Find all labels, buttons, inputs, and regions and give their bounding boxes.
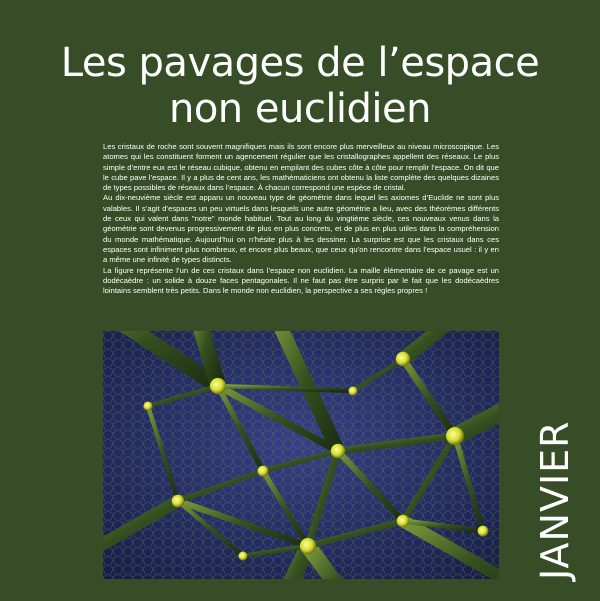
tiling-node	[210, 378, 226, 394]
title-line-2: non euclidien	[168, 86, 432, 132]
tiling-node	[396, 352, 410, 366]
tiling-node	[446, 427, 464, 445]
tiling-node	[144, 402, 153, 411]
hyperbolic-tiling-image	[103, 331, 499, 579]
tiling-node	[397, 515, 410, 528]
tiling-node	[478, 526, 489, 537]
month-label: JANVIER	[533, 420, 577, 580]
paragraph-2: Au dix-neuvième siècle est apparu un nouveau type de géométrie dans lequel les axiomes d’Euclide ne sont plus valables. Il s’agit d’espaces un peu virtuels dans lesquels une autre géométrie a lieu, avec des théorèmes différents de ceux qui valent dans "notre" monde habituel. Tout au long du vingtième siècle, ces nouveaux venus dans la géométrie sont devenus progressivement de plus en plus concrets, et de plus en plus utiles dans la compréhension du monde mathématique. Aujourd’hui on n’hésite plus à les dessiner. La surprise est que les cristaux dans ces espaces sont infiniment plus nombreux, et encore plus beaux, que ceux qu’on rencontre dans l’espace usuel : il y en a même une infinité de types distincts.	[103, 193, 499, 265]
paragraph-3: La figure représente l’un de ces cristaux dans l’espace non euclidien. La maille élémentaire de ce pavage est un dodécaèdre : un solide à douze faces pentagonales. Il ne faut pas être surpris par le fait que les dodécaèdres lointains semblent très petits. Dans le monde non euclidien, la perspective a ses règles propres !	[103, 265, 499, 296]
article-body	[103, 142, 499, 296]
tiling-node	[349, 387, 358, 396]
tiling-node	[331, 444, 345, 458]
page-title	[0, 40, 600, 132]
tiling-figure	[103, 331, 499, 579]
paragraph-1: Les cristaux de roche sont souvent magnifiques mais ils sont encore plus merveilleux au niveau microscopique. Les atomes qui les constituent forment un agencement régulier que les cristallographes appellent des réseaux. Le plus simple d’entre eux est le réseau cubique, obtenu en empilant des cubes côte à côte pour remplir l’espace. On dit que le cube pave l’espace. Il y a plus de cent ans, les mathématiciens ont obtenu la liste complète des quelques dizaines de types possibles de réseaux dans l’espace. À chacun correspond une espèce de cristal.	[103, 142, 499, 193]
tiling-node	[258, 466, 269, 477]
title-line-1: Les pavages de l’espace	[60, 40, 540, 86]
tiling-node	[239, 552, 248, 561]
tiling-node	[300, 538, 316, 554]
tiling-node	[172, 495, 185, 508]
